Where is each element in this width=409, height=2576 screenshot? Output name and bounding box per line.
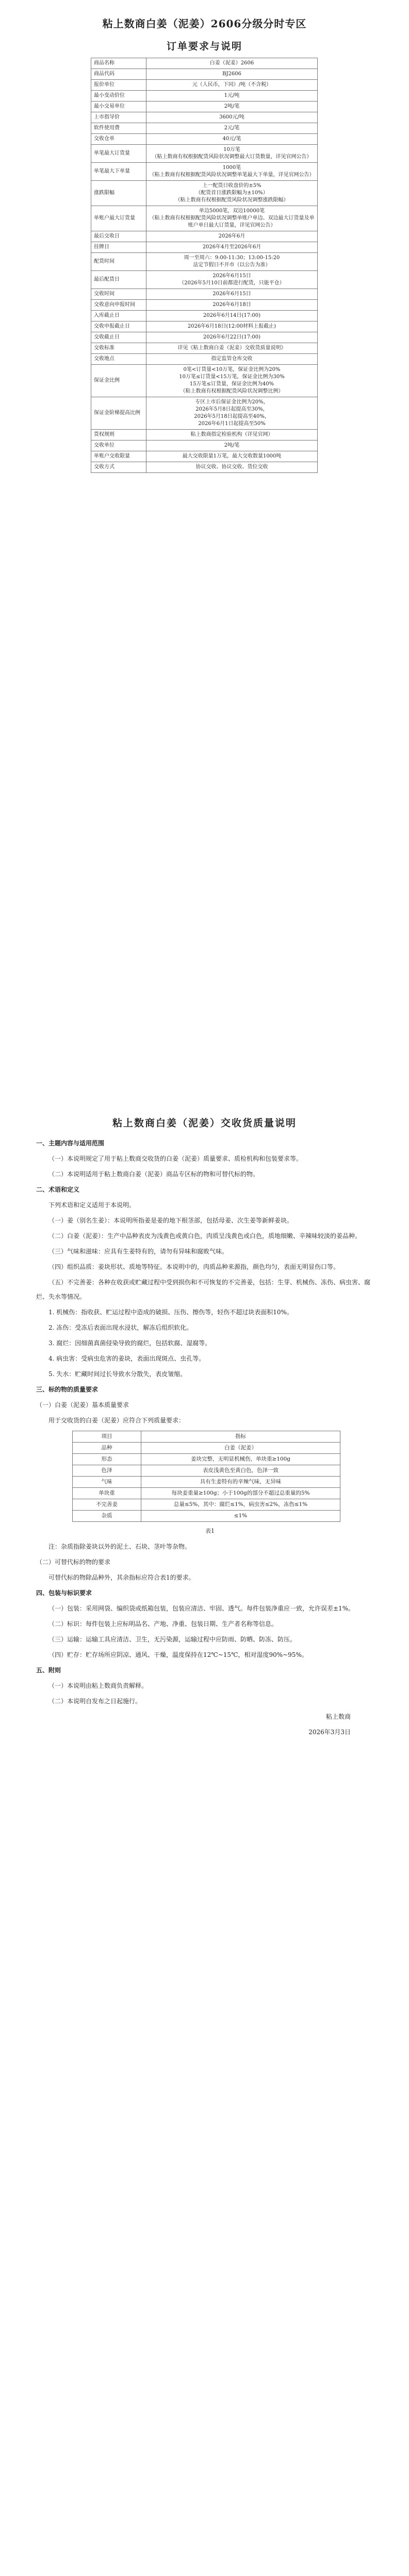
signature-date: 2026年3月3日 [308,1728,351,1736]
spec-row [91,343,318,354]
spec-table-title: 订单要求与说明 [166,41,242,52]
spec-row [91,69,318,80]
spec-key: 单账户交收限量 [91,451,146,462]
section-3-title: 三、标的物的质量要求 [36,1386,99,1393]
quality-value: 姜块完整，无明显机械伤，单块重≥100g [141,1454,340,1465]
spec-key: 交收截止日 [91,332,146,343]
spec-key: 商品名称 [91,58,146,69]
spec-key: 最小变动价位 [91,91,146,101]
spec-key: 商品代码 [91,69,146,80]
packaging-clause: （二）标识：每件包装上应标明品名、产地、净重、包装日期、生产者名称等信息。 [48,1620,278,1628]
quality-key: 气味 [73,1477,141,1488]
quality-key: 项目 [73,1431,141,1443]
spec-value: 粘上数商指定检验机构（详见官网） [146,430,318,440]
quality-row [73,1454,340,1465]
spec-key: 保证金比例 [91,365,146,397]
appendix-clause: （一）本说明由粘上数商负责解释。 [48,1682,148,1689]
spec-value: 单边5000笔，双边10000笔 （粘上数商有权根据配货风险状况调整单账户单边、双边最大订货量及单账户单日最大订货量，详见官网公告） [146,206,318,231]
spec-value: 周一至周六：9:00-11:30；13:00-15:20 法定节假日不开市（以公告为准） [146,253,318,271]
spec-key: 上市指导价 [91,112,146,123]
spec-key: 交收地点 [91,354,146,365]
spec-value: 2吨/笔 [146,440,318,451]
spec-key: 交收意向申报时间 [91,300,146,311]
quality-row [73,1511,340,1522]
quality-key: 色泽 [73,1465,141,1477]
spec-value: 2吨/笔 [146,101,318,112]
spec-row [91,354,318,365]
section-1-title: 一、主题内容与适用范围 [36,1140,105,1147]
spec-key: 最后交收日 [91,231,146,242]
spec-row [91,123,318,134]
section-1-paragraph: （二）本说明适用于粘上数商白姜（泥姜）商品专区标的物和可替代标的物。 [48,1171,259,1178]
spec-value: 专区上市后保证金比例为20%， 2026年5月8日起提高至30%， 2026年5月18日起提高至40%， 2026年6月1日起提高至50% [146,397,318,430]
spec-row [91,58,318,69]
quality-row [73,1465,340,1477]
spec-row [91,332,318,343]
spec-row [91,112,318,123]
quality-key: 单块重 [73,1488,141,1499]
spec-row [91,80,318,91]
quality-table-caption: 表1 [205,1528,215,1534]
spec-key: 最后配货日 [91,271,146,289]
term-definition: 4. 病虫害：受病虫危害的姜块，表面出现斑点、虫孔等。 [48,1355,205,1362]
packaging-clause: （一）包装：采用网袋、编织袋或纸箱包装，包装应清洁、牢固、透气。每件包装净重应一致，允许误差±1%。 [48,1605,355,1612]
section-2-title: 二、术语和定义 [36,1186,80,1193]
spec-row [91,101,318,112]
spec-row [91,271,318,289]
quality-key: 品种 [73,1443,141,1454]
quality-value: 具有生姜特有的辛辣气味，无异味 [141,1477,340,1488]
section-1-paragraph: （一）本说明规定了用于粘上数商交收货的白姜（泥姜）质量要求、质检机构和包装要求等。 [48,1155,303,1162]
spec-key: 交收仓单 [91,134,146,145]
spec-row [91,462,318,473]
spec-row [91,300,318,311]
spec-value: BJ2606 [146,69,318,80]
spec-value: 最大交收限量1万笔，最大交收数量1000吨 [146,451,318,462]
spec-row [91,134,318,145]
spec-value: 上一配货日收盘价的±5% （配货首日涨跌限幅为±10%） （粘上数商有权根据配货风险状况调整涨跌限幅） [146,181,318,206]
section-4-list [36,1601,371,1662]
section-3-subtitle: （一）白姜（泥姜）基本质量要求 [36,1401,129,1409]
section-5-title: 五、附则 [36,1667,61,1674]
spec-key: 报价单位 [91,80,146,91]
signature-organization: 粘上数商 [325,1713,351,1720]
term-definition: （二）白姜（泥姜）：生产中品种表皮为浅黄色或黄白色，肉质呈浅黄色或白色，质地细嫩、辛辣味较淡的姜品种。 [48,1232,362,1240]
quality-table [72,1431,340,1522]
spec-key: 单笔最大下单量 [91,163,146,181]
spec-value: 2026年6月18日 [146,300,318,311]
spec-key: 配货时间 [91,253,146,271]
term-definition: 1. 机械伤：指收获、贮运过程中造成的破损、压伤、擦伤等，轻伤不超过块表面积10%。 [48,1309,293,1316]
spec-table [91,58,318,473]
spec-value: 元（人民币，下同）/吨（不含税） [146,80,318,91]
term-definition: 5. 失水：贮藏时间过长导致水分散失，表皮皱缩。 [48,1370,187,1378]
quality-key: 不完善姜 [73,1499,141,1511]
spec-value: 2026年6月18日(12:00材料上报截止) [146,321,318,332]
packaging-clause: （三）运输：运输工具应清洁、卫生，无污染源，运输过程中应防雨、防晒、防冻、防压。 [48,1636,297,1643]
quality-row [73,1443,340,1454]
spec-value: 40元/笔 [146,134,318,145]
spec-key: 交收方式 [91,462,146,473]
spec-key: 交收标准 [91,343,146,354]
spec-row [91,397,318,430]
spec-key: 交收时间 [91,289,146,300]
quality-body [36,1136,371,1740]
spec-value: 10万笔 （粘上数商有权根据配货风险状况调整最大订货数量，详见官网公告） [146,145,318,163]
spec-value: 2026年6月15日 [146,289,318,300]
spec-value: 2元/笔 [146,123,318,134]
quality-row [73,1431,340,1443]
spec-row [91,91,318,101]
spec-key: 单账户最大订货量 [91,206,146,231]
quality-row [73,1488,340,1499]
spec-row [91,440,318,451]
quality-value: 每块姜重量≥100g；小于100g的部分不超过总重量的5% [141,1488,340,1499]
spec-value: 协议交收、协议交收、货位交收 [146,462,318,473]
section-5-list [36,1679,371,1708]
section-2-intro: 下列术语和定义适用于本说明。 [48,1201,136,1209]
section-3-paragraph: 可替代标的物除品种外，其余指标应符合表1的要求。 [48,1574,195,1581]
spec-key: 最小交易单位 [91,101,146,112]
term-definition: （四）组织品质：姜块形状、质地等特征。本说明中的，肉质品种来源指，颜色均匀，表面无明显伤口等。 [48,1263,340,1270]
quality-value: 表皮浅黄色至黄白色，色泽一致 [141,1465,340,1477]
quality-doc-title: 粘上数商白姜（泥姜）交收货质量说明 [112,1117,297,1129]
section-4-title: 四、包装与标识要求 [36,1589,92,1597]
term-definition: （五）不完善姜：各种在收获或贮藏过程中受到损伤和不可恢复的不完善姜，包括：生芽、机械伤、冻伤、病虫害、腐烂、失水等情况。 [36,1279,371,1300]
appendix-clause: （二）本说明自发布之日起施行。 [48,1698,142,1705]
spec-row [91,181,318,206]
spec-row [91,206,318,231]
term-definition: （一）姜（别名生姜）：本说明所指姜是姜的地下根茎部，包括母姜、次生姜等新鲜姜块。 [48,1217,293,1224]
spec-row [91,145,318,163]
spec-row [91,163,318,181]
spec-key: 涨跌限幅 [91,181,146,206]
spec-key: 单笔最大订货量 [91,145,146,163]
term-definition: 2. 冻伤：受冻后表面出现水浸状，解冻后组织软化。 [48,1324,193,1331]
spec-value: 1元/吨 [146,91,318,101]
term-definition: 3. 腐烂：因细菌真菌侵染导致的腐烂，包括软腐、湿腐等。 [48,1340,211,1347]
quality-key: 杂质 [73,1511,141,1522]
spec-key: 入库截止日 [91,311,146,321]
spec-value: 2026年6月22日(17:00) [146,332,318,343]
spec-row [91,365,318,397]
spec-row [91,289,318,300]
spec-key: 保证金阶梯提高比例 [91,397,146,430]
quality-row [73,1477,340,1488]
spec-value: 1000笔 （粘上数商有权根据配货风险状况调整单笔最大下单量，详见官网公告） [146,163,318,181]
spec-key: 货权规则 [91,430,146,440]
spec-value: 0笔<订货量<10万笔，保证金比例为20% 10万笔≤订货量<15万笔，保证金比例为30% 15万笔≤订货量，保证金比例为40% （粘上数商有权根据配货风险状况调整比例） [146,365,318,397]
section-2-list [36,1213,371,1381]
spec-row [91,242,318,253]
quality-value: ≤1% [141,1511,340,1522]
spec-key: 挂牌日 [91,242,146,253]
spec-row [91,451,318,462]
spec-key: 软件使用费 [91,123,146,134]
spec-value: 详见《粘上数商白姜（泥姜）交收货质量说明》 [146,343,318,354]
spec-value: 2026年6月14日(17:00) [146,311,318,321]
section-3-intro: 用于交收货的白姜（泥姜）应符合下列质量要求： [48,1417,185,1424]
spec-value: 2026年6月15日 （2026年5月10日前都进行配货，只能平仓） [146,271,318,289]
spec-value: 2026年4月至2026年6月 [146,242,318,253]
spec-key: 交收单位 [91,440,146,451]
quality-value: 白姜（泥姜） [141,1443,340,1454]
quality-value: 指标 [141,1431,340,1443]
spec-row [91,311,318,321]
spec-row [91,231,318,242]
spec-row [91,430,318,440]
term-definition: （三）气味和滋味：应具有生姜特有的，请勿有异味和腐败气味。 [48,1248,228,1255]
section-3-subtitle-2: （二）可替代标的物的要求 [36,1558,111,1566]
spec-value: 白姜（泥姜）2606 [146,58,318,69]
spec-value: 指定监管仓库交收 [146,354,318,365]
spec-value: 2026年6月 [146,231,318,242]
spec-row [91,253,318,271]
spec-key: 交收申报截止日 [91,321,146,332]
quality-row [73,1499,340,1511]
quality-value: 总量≤5%，其中：腐烂≤1%，病虫害≤2%，冻伤≤1% [141,1499,340,1511]
packaging-clause: （四）贮存：贮存场所应阴凉、通风、干燥，温度保持在12℃~15℃，相对湿度90%~95%。 [48,1651,308,1658]
document-title: 粘上数商白姜（泥姜）2606分级分时专区 [102,18,307,30]
spec-row [91,321,318,332]
spec-value: 3600元/吨 [146,112,318,123]
section-3-note: 注：杂质指除姜块以外的泥土、石块、茎叶等杂物。 [48,1543,191,1550]
quality-key: 形态 [73,1454,141,1465]
